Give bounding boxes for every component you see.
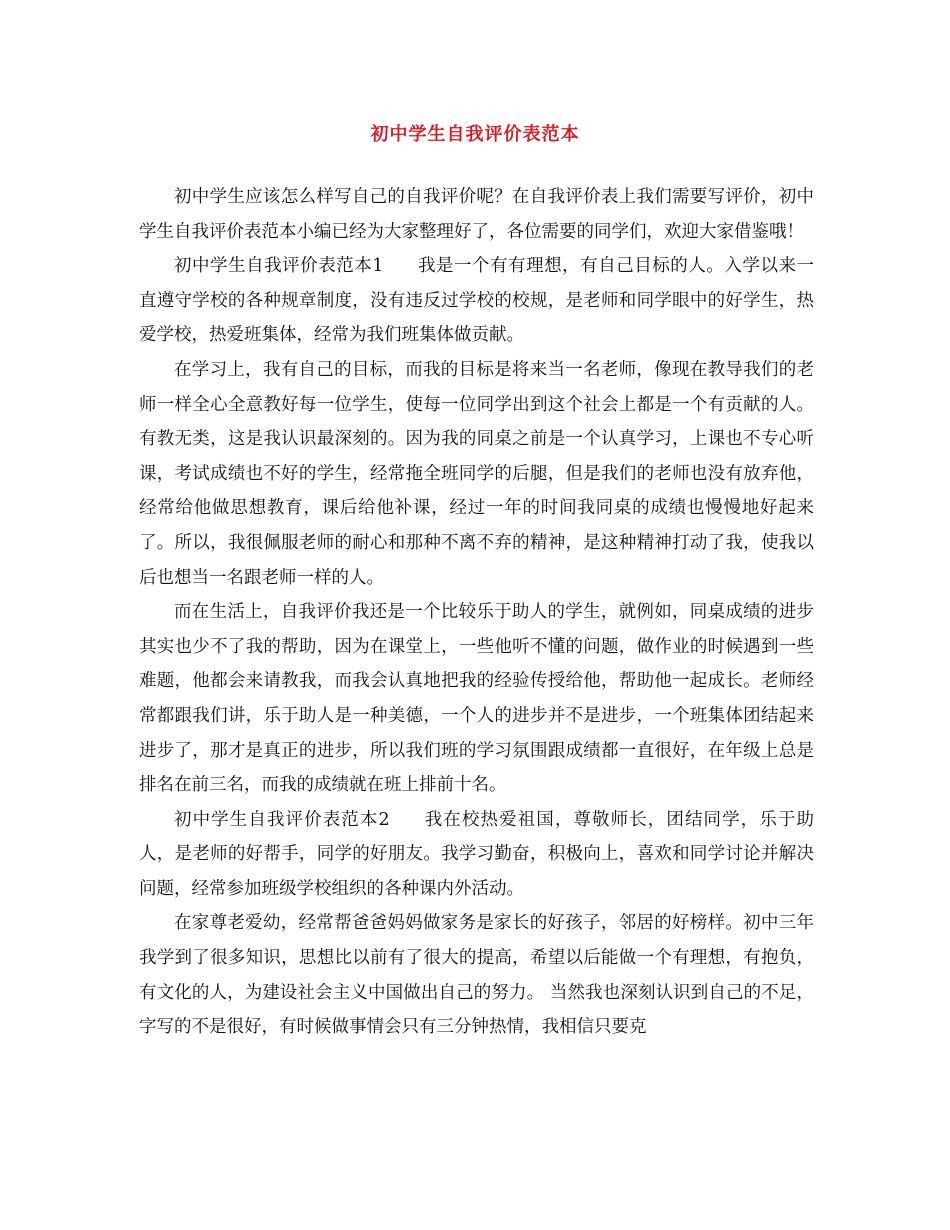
- study-paragraph: [139, 353, 814, 595]
- document-body: [139, 180, 814, 1045]
- paragraph-text: 我是一个有有理想，有自己目标的人。入学以来一直遵守学校的各种规章制度，没有违反过学校的校规，是老师和同学眼中的好学生，热爱学校，热爱班集体，经常为我们班集体做贡献。: [139, 256, 814, 346]
- paragraph-text: 我在校热爱祖国，尊敬师长，团结同学，乐于助人，是老师的好帮手，同学的好朋友。我学习勤奋，积极向上，喜欢和同学讨论并解决问题，经常参加班级学校组织的各种课内外活动。: [139, 809, 814, 899]
- sample-2-paragraph: [139, 803, 814, 907]
- life-paragraph: [139, 595, 814, 803]
- paragraph-text: 初中学生应该怎么样写自己的自我评价呢？在自我评价表上我们需要写评价，初中学生自我评价表范本小编已经为大家整理好了，各位需要的同学们，欢迎大家借鉴哦！: [139, 187, 814, 242]
- paragraph-text: 而在生活上，自我评价我还是一个比较乐于助人的学生，就例如，同桌成绩的进步其实也少不了我的帮助，因为在课堂上，一些他听不懂的问题，做作业的时候遇到一些难题，他都会来请教我，而我会认真地把我的经验传授给他，帮助他一起成长。老师经常都跟我们讲，乐于助人是一种美德，一个人的进步并不是进步，一个班集体团结起来进步了，那才是真正的进步，所以我们班的学习氛围跟成绩都一直很好，在年级上总是排名在前三名，而我的成绩就在班上排前十名。: [139, 602, 814, 796]
- paragraph-text: 在学习上，我有自己的目标，而我的目标是将来当一名老师，像现在教导我们的老师一样全心全意教好每一位学生，使每一位同学出到这个社会上都是一个有贡献的人。有教无类，这是我认识最深刻的。因为我的同桌之前是一个认真学习，上课也不专心听课，考试成绩也不好的学生，经常拖全班同学的后腿，但是我们的老师也没有放弃他，经常给他做思想教育，课后给他补课，经过一年的时间我同桌的成绩也慢慢地好起来了。所以，我很佩服老师的耐心和那种不离不弃的精神，是这种精神打动了我，使我以后也想当一名跟老师一样的人。: [139, 359, 814, 588]
- home-paragraph: [139, 906, 814, 1044]
- paragraph-text: 在家尊老爱幼，经常帮爸爸妈妈做家务是家长的好孩子，邻居的好榜样。初中三年我学到了很多知识，思想比以前有了很大的提高，希望以后能做一个有理想，有抱负，有文化的人，为建设社会主义中国做出自己的努力。 当然我也深刻认识到自己的不足，字写的不是很好，有时候做事情会只有三分钟热情，我相信只要克: [139, 913, 814, 1038]
- intro-paragraph: [139, 180, 814, 249]
- section-heading: 初中学生自我评价表范本2: [174, 809, 390, 830]
- document-title: 初中学生自我评价表范本: [370, 124, 580, 145]
- sample-1-paragraph: [139, 249, 814, 353]
- section-heading: 初中学生自我评价表范本1: [174, 256, 384, 277]
